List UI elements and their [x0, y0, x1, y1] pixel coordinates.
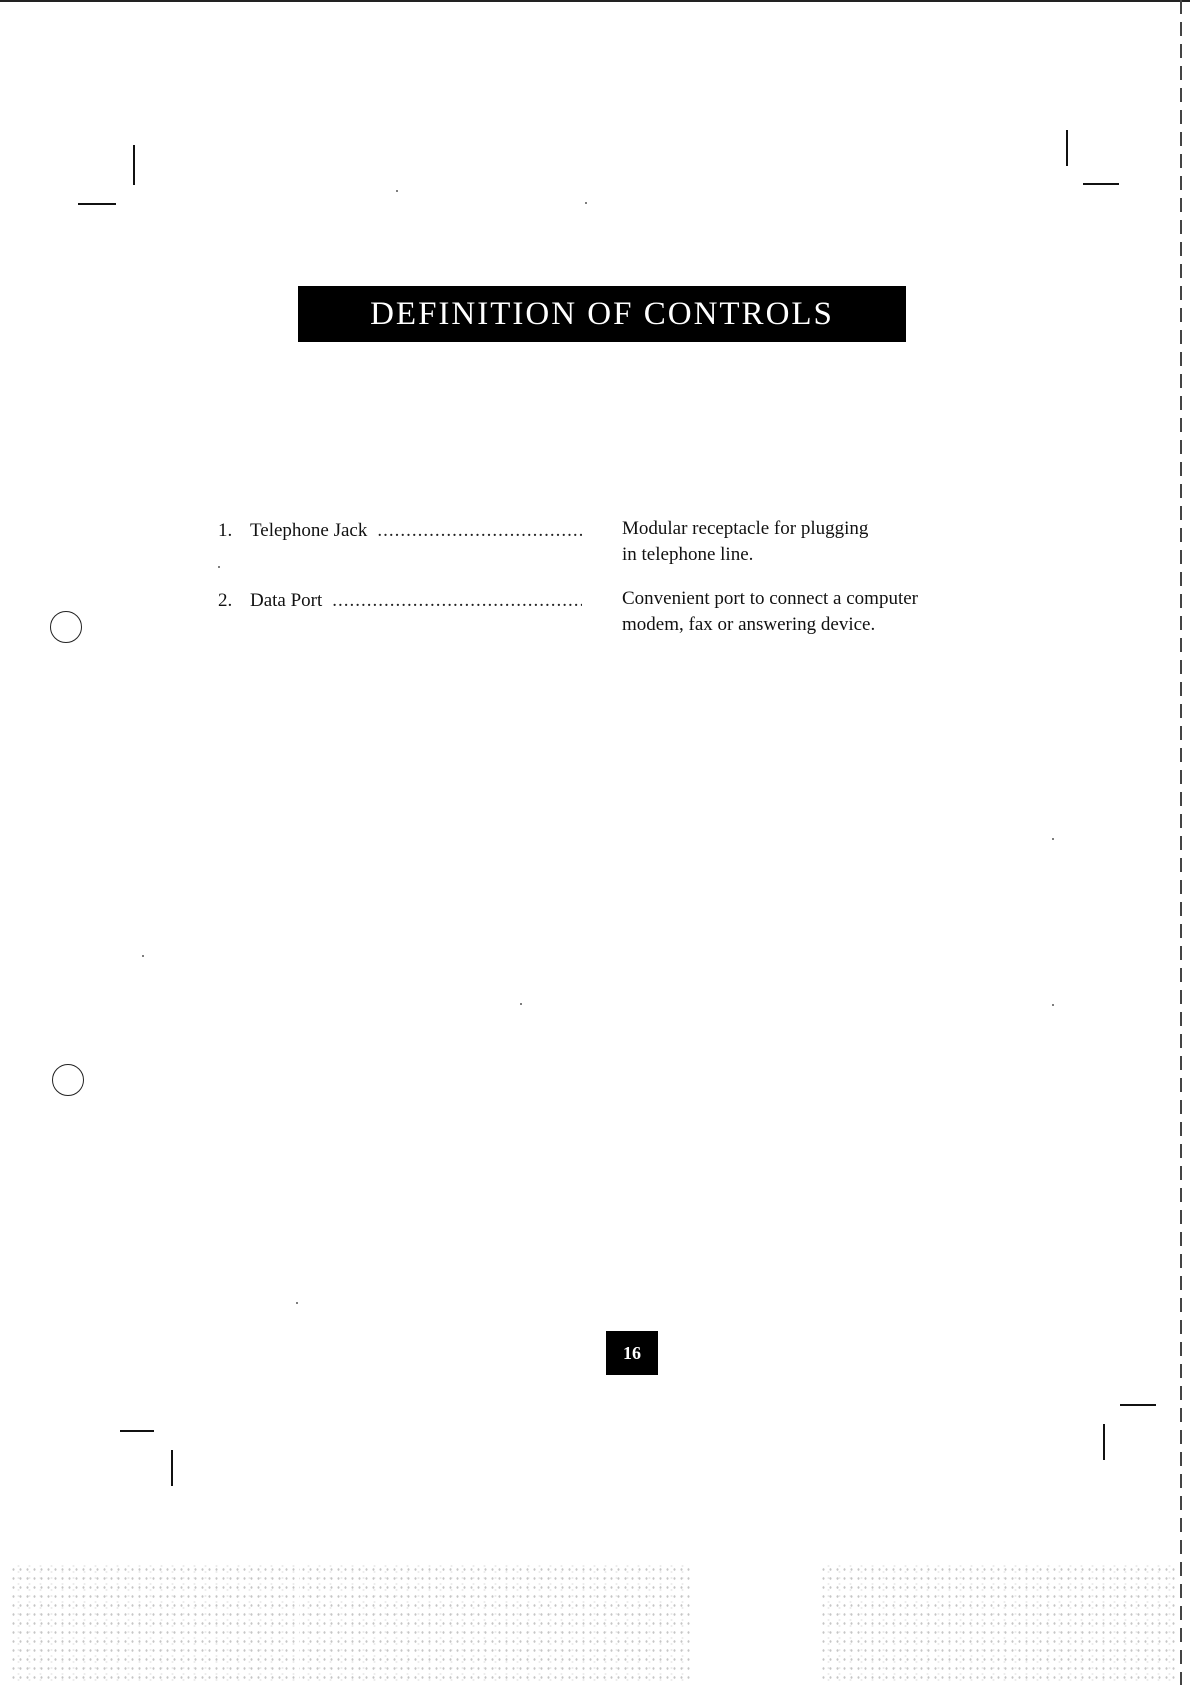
crop-mark [1066, 130, 1068, 166]
scan-noise [300, 1565, 690, 1685]
dot-leader [377, 520, 582, 542]
binder-hole [50, 611, 82, 643]
crop-mark [133, 145, 135, 185]
description-line: modem, fax or answering device. [622, 614, 876, 635]
page-number: 16 [606, 1331, 658, 1375]
scan-speck [1052, 838, 1054, 840]
binder-hole [52, 1064, 84, 1096]
list-item [218, 516, 958, 586]
scan-speck [396, 190, 398, 192]
scan-speck [296, 1302, 298, 1304]
control-term [218, 590, 582, 612]
description-line: in telephone line. [622, 544, 754, 565]
page-right-edge [1180, 0, 1182, 1685]
control-label: Data Port [250, 590, 323, 611]
controls-list [218, 516, 958, 656]
crop-mark [78, 203, 116, 205]
scan-speck [585, 202, 587, 204]
page-top-edge [0, 0, 1190, 2]
section-title: DEFINITION OF CONTROLS [370, 295, 834, 332]
description-line: Convenient port to connect a computer [622, 588, 918, 609]
scan-noise [820, 1565, 1175, 1685]
crop-mark [1120, 1404, 1156, 1406]
crop-mark [171, 1450, 173, 1486]
scan-noise [10, 1565, 300, 1685]
control-description [622, 586, 962, 638]
description-line: Modular receptacle for plugging [622, 518, 869, 539]
crop-mark [1103, 1424, 1105, 1460]
scan-speck [520, 1003, 522, 1005]
control-description [622, 516, 962, 568]
control-term [218, 520, 582, 542]
scan-speck [142, 955, 144, 957]
section-title-banner [298, 286, 906, 342]
scan-speck [1052, 1004, 1054, 1006]
dot-leader [332, 590, 582, 612]
scan-speck [218, 566, 220, 568]
list-item [218, 586, 958, 656]
crop-mark [120, 1430, 154, 1432]
crop-mark [1083, 183, 1119, 185]
control-label: Telephone Jack [250, 520, 368, 541]
item-number: 1. [218, 520, 233, 541]
item-number: 2. [218, 590, 233, 611]
